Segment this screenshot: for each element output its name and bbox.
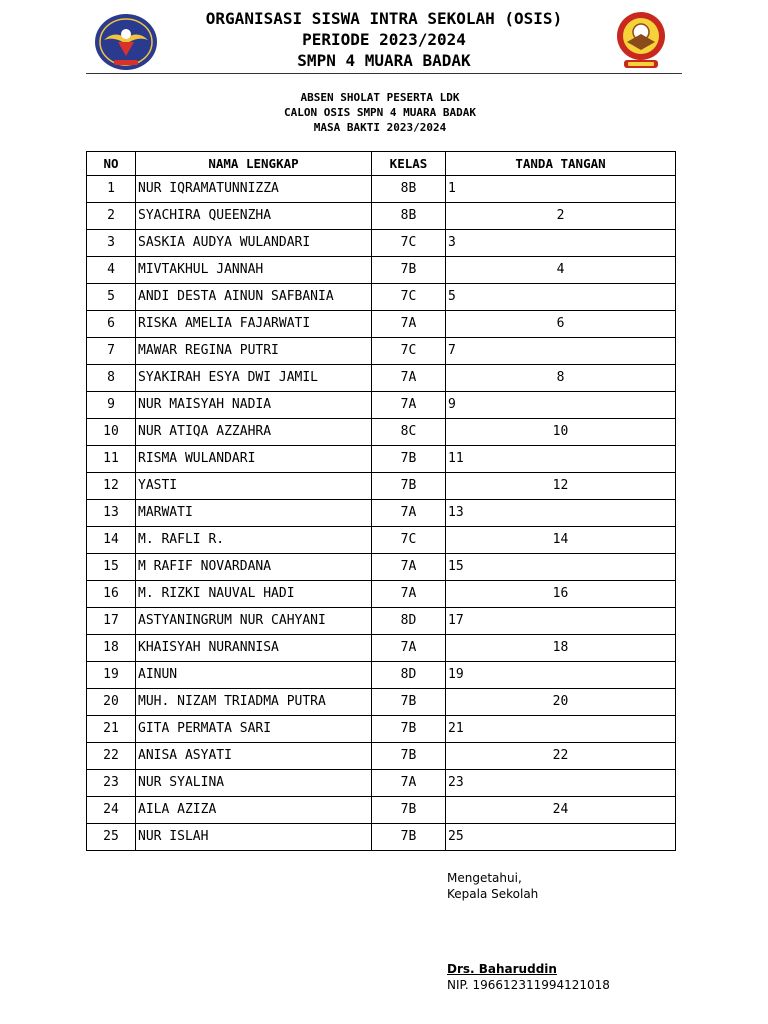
school-emblem-icon	[94, 12, 158, 72]
row-tanda-tangan: 14	[446, 527, 676, 554]
row-nama: MARWATI	[136, 500, 372, 527]
row-nama: MIVTAKHUL JANNAH	[136, 257, 372, 284]
row-tanda-tangan: 17	[446, 608, 676, 635]
row-kelas: 8C	[372, 419, 446, 446]
row-kelas: 7B	[372, 797, 446, 824]
row-no: 24	[87, 797, 136, 824]
table-row	[87, 581, 676, 608]
row-tanda-tangan: 1	[446, 176, 676, 203]
row-tanda-tangan: 4	[446, 257, 676, 284]
row-kelas: 7A	[372, 500, 446, 527]
row-nama: ANISA ASYATI	[136, 743, 372, 770]
table-row	[87, 284, 676, 311]
row-tanda-tangan: 13	[446, 500, 676, 527]
row-kelas: 7A	[372, 770, 446, 797]
table-row	[87, 716, 676, 743]
row-nama: M RAFIF NOVARDANA	[136, 554, 372, 581]
row-kelas: 7A	[372, 635, 446, 662]
header-no: NO	[87, 152, 136, 176]
row-no: 3	[87, 230, 136, 257]
row-no: 23	[87, 770, 136, 797]
row-no: 6	[87, 311, 136, 338]
row-kelas: 7A	[372, 554, 446, 581]
row-kelas: 7A	[372, 311, 446, 338]
header-org-name: ORGANISASI SISWA INTRA SEKOLAH (OSIS)	[205, 9, 563, 28]
row-no: 4	[87, 257, 136, 284]
subtitle-line-3: MASA BAKTI 2023/2024	[313, 121, 447, 134]
acknowledgement	[447, 870, 538, 902]
row-tanda-tangan: 3	[446, 230, 676, 257]
row-tanda-tangan: 8	[446, 365, 676, 392]
row-no: 1	[87, 176, 136, 203]
row-kelas: 7C	[372, 284, 446, 311]
row-nama: AILA AZIZA	[136, 797, 372, 824]
row-nama: NUR ISLAH	[136, 824, 372, 851]
row-kelas: 8B	[372, 203, 446, 230]
table-row	[87, 527, 676, 554]
row-tanda-tangan: 24	[446, 797, 676, 824]
row-tanda-tangan: 21	[446, 716, 676, 743]
header-nama-lengkap: NAMA LENGKAP	[136, 152, 372, 176]
row-no: 15	[87, 554, 136, 581]
row-tanda-tangan: 12	[446, 473, 676, 500]
table-row	[87, 824, 676, 851]
row-nama: NUR IQRAMATUNNIZZA	[136, 176, 372, 203]
row-tanda-tangan: 11	[446, 446, 676, 473]
table-row	[87, 500, 676, 527]
row-nama: M. RAFLI R.	[136, 527, 372, 554]
row-nama: SYACHIRA QUEENZHA	[136, 203, 372, 230]
table-row	[87, 230, 676, 257]
attendance-table	[86, 151, 676, 851]
row-nama: NUR MAISYAH NADIA	[136, 392, 372, 419]
row-nama: MUH. NIZAM TRIADMA PUTRA	[136, 689, 372, 716]
row-nama: ANDI DESTA AINUN SAFBANIA	[136, 284, 372, 311]
document-header	[160, 8, 608, 71]
row-tanda-tangan: 25	[446, 824, 676, 851]
row-no: 17	[87, 608, 136, 635]
table-row	[87, 662, 676, 689]
row-tanda-tangan: 2	[446, 203, 676, 230]
table-row	[87, 338, 676, 365]
row-no: 10	[87, 419, 136, 446]
row-nama: NUR ATIQA AZZAHRA	[136, 419, 372, 446]
table-row	[87, 419, 676, 446]
row-kelas: 7B	[372, 743, 446, 770]
table-row	[87, 689, 676, 716]
row-tanda-tangan: 16	[446, 581, 676, 608]
row-nama: RISKA AMELIA FAJARWATI	[136, 311, 372, 338]
row-no: 14	[87, 527, 136, 554]
row-kelas: 7B	[372, 446, 446, 473]
row-kelas: 8D	[372, 608, 446, 635]
row-kelas: 7B	[372, 716, 446, 743]
row-no: 22	[87, 743, 136, 770]
table-header-row	[87, 152, 676, 176]
row-tanda-tangan: 22	[446, 743, 676, 770]
table-row	[87, 608, 676, 635]
subtitle-line-2: CALON OSIS SMPN 4 MUARA BADAK	[283, 106, 477, 119]
row-kelas: 7B	[372, 257, 446, 284]
table-row	[87, 770, 676, 797]
row-kelas: 8B	[372, 176, 446, 203]
row-no: 25	[87, 824, 136, 851]
table-row	[87, 176, 676, 203]
row-kelas: 7B	[372, 689, 446, 716]
row-kelas: 7A	[372, 581, 446, 608]
row-no: 7	[87, 338, 136, 365]
table-row	[87, 743, 676, 770]
table-row	[87, 554, 676, 581]
row-tanda-tangan: 19	[446, 662, 676, 689]
row-nama: YASTI	[136, 473, 372, 500]
row-tanda-tangan: 9	[446, 392, 676, 419]
row-no: 20	[87, 689, 136, 716]
row-no: 21	[87, 716, 136, 743]
acknowledgement-line-1: Mengetahui,	[447, 871, 522, 885]
row-no: 5	[87, 284, 136, 311]
table-row	[87, 797, 676, 824]
row-no: 2	[87, 203, 136, 230]
row-nama: SYAKIRAH ESYA DWI JAMIL	[136, 365, 372, 392]
table-row	[87, 203, 676, 230]
row-no: 8	[87, 365, 136, 392]
row-kelas: 8D	[372, 662, 446, 689]
header-divider	[86, 73, 682, 74]
row-kelas: 7A	[372, 392, 446, 419]
header-tanda-tangan: TANDA TANGAN	[446, 152, 676, 176]
row-no: 13	[87, 500, 136, 527]
row-nama: NUR SYALINA	[136, 770, 372, 797]
row-tanda-tangan: 5	[446, 284, 676, 311]
row-tanda-tangan: 20	[446, 689, 676, 716]
table-row	[87, 635, 676, 662]
row-kelas: 7B	[372, 824, 446, 851]
row-no: 9	[87, 392, 136, 419]
row-kelas: 7A	[372, 365, 446, 392]
table-row	[87, 473, 676, 500]
row-no: 11	[87, 446, 136, 473]
row-nama: GITA PERMATA SARI	[136, 716, 372, 743]
row-tanda-tangan: 6	[446, 311, 676, 338]
row-no: 16	[87, 581, 136, 608]
table-row	[87, 365, 676, 392]
row-nama: SASKIA AUDYA WULANDARI	[136, 230, 372, 257]
row-kelas: 7C	[372, 527, 446, 554]
table-row	[87, 446, 676, 473]
principal-nip: NIP. 196612311994121018	[447, 978, 610, 992]
header-kelas: KELAS	[372, 152, 446, 176]
row-kelas: 7C	[372, 338, 446, 365]
row-no: 19	[87, 662, 136, 689]
row-tanda-tangan: 18	[446, 635, 676, 662]
principal-name: Drs. Baharuddin	[447, 962, 557, 976]
row-nama: MAWAR REGINA PUTRI	[136, 338, 372, 365]
row-kelas: 7B	[372, 473, 446, 500]
row-tanda-tangan: 7	[446, 338, 676, 365]
row-no: 12	[87, 473, 136, 500]
row-nama: RISMA WULANDARI	[136, 446, 372, 473]
osis-emblem-icon	[612, 10, 670, 70]
row-nama: KHAISYAH NURANNISA	[136, 635, 372, 662]
header-school-name: SMPN 4 MUARA BADAK	[297, 51, 471, 70]
acknowledgement-line-2: Kepala Sekolah	[447, 887, 539, 901]
subtitle-line-1: ABSEN SHOLAT PESERTA LDK	[300, 91, 460, 104]
row-tanda-tangan: 10	[446, 419, 676, 446]
row-tanda-tangan: 15	[446, 554, 676, 581]
document-subtitle	[86, 90, 674, 135]
row-tanda-tangan: 23	[446, 770, 676, 797]
row-no: 18	[87, 635, 136, 662]
header-period: PERIODE 2023/2024	[302, 30, 466, 49]
table-row	[87, 311, 676, 338]
row-kelas: 7C	[372, 230, 446, 257]
table-row	[87, 392, 676, 419]
row-nama: AINUN	[136, 662, 372, 689]
row-nama: M. RIZKI NAUVAL HADI	[136, 581, 372, 608]
table-row	[87, 257, 676, 284]
row-nama: ASTYANINGRUM NUR CAHYANI	[136, 608, 372, 635]
